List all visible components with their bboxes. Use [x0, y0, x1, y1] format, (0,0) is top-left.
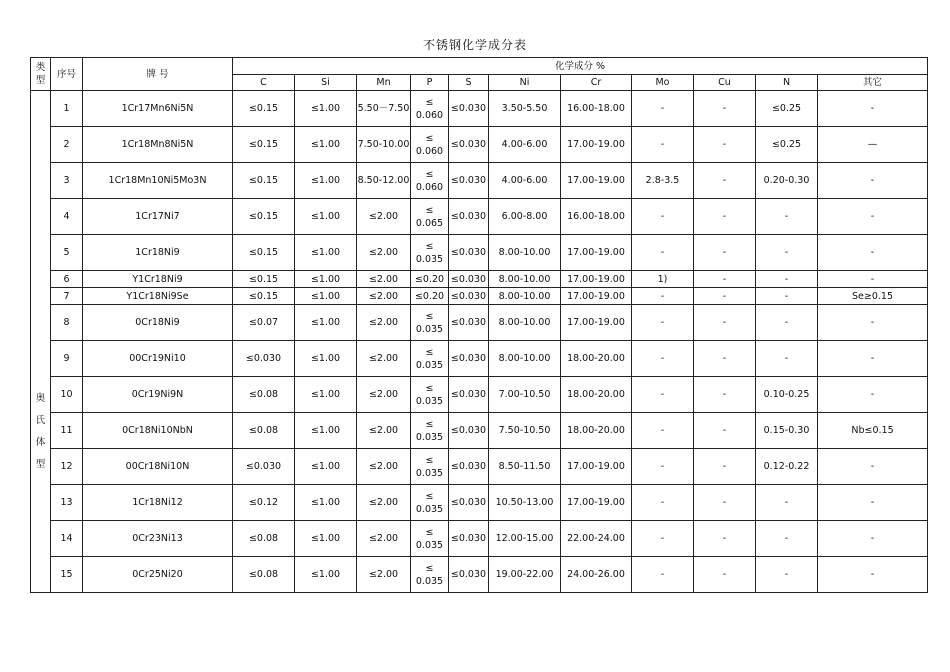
n-cell: -	[756, 235, 818, 271]
p-symbol: ≤	[425, 418, 434, 430]
cu-cell: -	[694, 271, 756, 288]
n-cell: -	[756, 485, 818, 521]
si-cell: ≤1.00	[295, 377, 357, 413]
si-cell: ≤1.00	[295, 413, 357, 449]
mn-cell: ≤2.00	[357, 235, 411, 271]
seq-cell: 3	[51, 163, 83, 199]
ni-cell: 7.00-10.50	[489, 377, 561, 413]
table-row	[31, 288, 928, 305]
table-row	[31, 271, 928, 288]
mn-cell: ≤2.00	[357, 305, 411, 341]
s-cell: ≤0.030	[449, 449, 489, 485]
cr-cell: 16.00-18.00	[561, 199, 632, 235]
cu-cell: -	[694, 413, 756, 449]
grade-cell: 0Cr18Ni10NbN	[83, 413, 233, 449]
table-row	[31, 485, 928, 521]
s-cell: ≤0.030	[449, 521, 489, 557]
cu-cell: -	[694, 557, 756, 593]
p-value: 0.035	[415, 323, 444, 335]
mn-cell: 7.50-10.00	[357, 127, 411, 163]
mo-cell: -	[632, 413, 694, 449]
p-symbol: ≤	[425, 562, 434, 574]
mn-cell: ≤2.00	[357, 449, 411, 485]
category-char: 体	[35, 436, 46, 448]
other-cell: -	[818, 91, 928, 127]
p-value: 0.035	[415, 575, 444, 587]
seq-cell: 9	[51, 341, 83, 377]
p-cell: ≤0.20	[411, 271, 449, 288]
element-header-1: Si	[295, 75, 357, 91]
p-symbol: ≤	[425, 382, 434, 394]
cr-cell: 24.00-26.00	[561, 557, 632, 593]
mn-cell: ≤2.00	[357, 271, 411, 288]
grade-cell: 1Cr17Ni7	[83, 199, 233, 235]
ni-cell: 8.50-11.50	[489, 449, 561, 485]
seq-header: 序号	[51, 58, 83, 91]
c-cell: ≤0.15	[233, 91, 295, 127]
c-cell: ≤0.15	[233, 127, 295, 163]
seq-cell: 13	[51, 485, 83, 521]
c-cell: ≤0.08	[233, 413, 295, 449]
n-cell: -	[756, 199, 818, 235]
p-cell	[411, 413, 449, 449]
p-value: 0.060	[415, 145, 444, 157]
n-cell: -	[756, 271, 818, 288]
s-cell: ≤0.030	[449, 341, 489, 377]
grade-cell: 1Cr18Mn10Ni5Mo3N	[83, 163, 233, 199]
seq-cell: 8	[51, 305, 83, 341]
si-cell: ≤1.00	[295, 521, 357, 557]
table-row	[31, 163, 928, 199]
element-header-3: P	[411, 75, 449, 91]
table-row	[31, 449, 928, 485]
composition-group-header: 化学成分 %	[233, 58, 928, 75]
cu-cell: -	[694, 127, 756, 163]
element-header-5: Ni	[489, 75, 561, 91]
grade-cell: 1Cr18Ni9	[83, 235, 233, 271]
other-cell: -	[818, 163, 928, 199]
n-cell: 0.15-0.30	[756, 413, 818, 449]
grade-header: 牌 号	[83, 58, 233, 91]
si-cell: ≤1.00	[295, 271, 357, 288]
grade-cell: 00Cr19Ni10	[83, 341, 233, 377]
cu-cell: -	[694, 199, 756, 235]
p-symbol: ≤	[425, 204, 434, 216]
si-cell: ≤1.00	[295, 557, 357, 593]
p-value: 0.035	[415, 467, 444, 479]
si-cell: ≤1.00	[295, 127, 357, 163]
p-value: 0.035	[415, 503, 444, 515]
ni-cell: 8.00-10.00	[489, 235, 561, 271]
mn-cell: ≤2.00	[357, 288, 411, 305]
other-cell: -	[818, 557, 928, 593]
si-cell: ≤1.00	[295, 305, 357, 341]
ni-cell: 6.00-8.00	[489, 199, 561, 235]
other-cell: —	[818, 127, 928, 163]
cu-cell: -	[694, 235, 756, 271]
s-cell: ≤0.030	[449, 127, 489, 163]
element-header-10: 其它	[818, 75, 928, 91]
element-header-6: Cr	[561, 75, 632, 91]
cu-cell: -	[694, 449, 756, 485]
other-cell: Nb≤0.15	[818, 413, 928, 449]
grade-cell: 1Cr17Mn6Ni5N	[83, 91, 233, 127]
ni-cell: 4.00-6.00	[489, 163, 561, 199]
cu-cell: -	[694, 485, 756, 521]
mo-cell: -	[632, 377, 694, 413]
ni-cell: 8.00-10.00	[489, 288, 561, 305]
s-cell: ≤0.030	[449, 235, 489, 271]
p-symbol: ≤	[425, 96, 434, 108]
p-symbol: ≤	[425, 526, 434, 538]
p-cell	[411, 521, 449, 557]
element-header-9: N	[756, 75, 818, 91]
element-header-8: Cu	[694, 75, 756, 91]
c-cell: ≤0.030	[233, 449, 295, 485]
cr-cell: 17.00-19.00	[561, 271, 632, 288]
ni-cell: 7.50-10.50	[489, 413, 561, 449]
table-row	[31, 305, 928, 341]
mn-cell: 8.50-12.00	[357, 163, 411, 199]
p-value: 0.035	[415, 539, 444, 551]
mn-cell: 5.50－7.50	[357, 91, 411, 127]
n-cell: -	[756, 305, 818, 341]
si-cell: ≤1.00	[295, 449, 357, 485]
s-cell: ≤0.030	[449, 413, 489, 449]
mo-cell: 1)	[632, 271, 694, 288]
category-char: 氏	[35, 414, 46, 426]
cr-cell: 18.00-20.00	[561, 377, 632, 413]
mn-cell: ≤2.00	[357, 341, 411, 377]
s-cell: ≤0.030	[449, 305, 489, 341]
table-row	[31, 341, 928, 377]
n-cell: 0.20-0.30	[756, 163, 818, 199]
mo-cell: -	[632, 199, 694, 235]
mo-cell: -	[632, 449, 694, 485]
s-cell: ≤0.030	[449, 485, 489, 521]
element-header-4: S	[449, 75, 489, 91]
table-row	[31, 413, 928, 449]
other-cell: -	[818, 271, 928, 288]
si-cell: ≤1.00	[295, 91, 357, 127]
cu-cell: -	[694, 288, 756, 305]
seq-cell: 15	[51, 557, 83, 593]
mo-cell: -	[632, 305, 694, 341]
si-cell: ≤1.00	[295, 341, 357, 377]
c-cell: ≤0.12	[233, 485, 295, 521]
type-header-top: 类	[35, 62, 46, 73]
c-cell: ≤0.15	[233, 163, 295, 199]
cr-cell: 17.00-19.00	[561, 485, 632, 521]
n-cell: -	[756, 341, 818, 377]
mo-cell: -	[632, 127, 694, 163]
other-cell: -	[818, 377, 928, 413]
ni-cell: 10.50-13.00	[489, 485, 561, 521]
seq-cell: 10	[51, 377, 83, 413]
cu-cell: -	[694, 377, 756, 413]
mn-cell: ≤2.00	[357, 557, 411, 593]
c-cell: ≤0.15	[233, 235, 295, 271]
cr-cell: 22.00-24.00	[561, 521, 632, 557]
si-cell: ≤1.00	[295, 199, 357, 235]
category-char: 型	[35, 458, 46, 470]
s-cell: ≤0.030	[449, 557, 489, 593]
p-value: 0.060	[415, 109, 444, 121]
n-cell: -	[756, 521, 818, 557]
header-row-1	[31, 58, 928, 75]
seq-cell: 14	[51, 521, 83, 557]
seq-cell: 1	[51, 91, 83, 127]
element-header-0: C	[233, 75, 295, 91]
p-cell	[411, 449, 449, 485]
p-value: 0.035	[415, 253, 444, 265]
si-cell: ≤1.00	[295, 288, 357, 305]
seq-cell: 6	[51, 271, 83, 288]
p-symbol: ≤	[425, 310, 434, 322]
grade-cell: 1Cr18Ni12	[83, 485, 233, 521]
p-cell	[411, 163, 449, 199]
ni-cell: 8.00-10.00	[489, 271, 561, 288]
other-cell: -	[818, 199, 928, 235]
p-cell	[411, 341, 449, 377]
grade-cell: 0Cr18Ni9	[83, 305, 233, 341]
cr-cell: 18.00-20.00	[561, 413, 632, 449]
table-row	[31, 521, 928, 557]
p-cell	[411, 485, 449, 521]
mo-cell: -	[632, 288, 694, 305]
cr-cell: 17.00-19.00	[561, 449, 632, 485]
element-header-2: Mn	[357, 75, 411, 91]
cu-cell: -	[694, 341, 756, 377]
other-cell: -	[818, 341, 928, 377]
other-cell: -	[818, 449, 928, 485]
c-cell: ≤0.030	[233, 341, 295, 377]
p-value: 0.060	[415, 181, 444, 193]
ni-cell: 4.00-6.00	[489, 127, 561, 163]
cu-cell: -	[694, 305, 756, 341]
s-cell: ≤0.030	[449, 163, 489, 199]
cr-cell: 16.00-18.00	[561, 91, 632, 127]
p-symbol: ≤	[425, 490, 434, 502]
p-cell	[411, 235, 449, 271]
category-cell	[31, 91, 51, 593]
n-cell: -	[756, 288, 818, 305]
mo-cell: -	[632, 91, 694, 127]
ni-cell: 3.50-5.50	[489, 91, 561, 127]
seq-cell: 11	[51, 413, 83, 449]
p-value: 0.035	[415, 395, 444, 407]
s-cell: ≤0.030	[449, 288, 489, 305]
p-cell: ≤0.20	[411, 288, 449, 305]
n-cell: -	[756, 557, 818, 593]
p-cell	[411, 91, 449, 127]
mo-cell: -	[632, 235, 694, 271]
p-symbol: ≤	[425, 240, 434, 252]
c-cell: ≤0.15	[233, 288, 295, 305]
table-row	[31, 235, 928, 271]
p-value: 0.065	[415, 217, 444, 229]
p-symbol: ≤	[425, 168, 434, 180]
p-symbol: ≤	[425, 346, 434, 358]
p-symbol: ≤	[425, 454, 434, 466]
p-symbol: ≤	[425, 132, 434, 144]
cr-cell: 17.00-19.00	[561, 235, 632, 271]
c-cell: ≤0.08	[233, 557, 295, 593]
n-cell: ≤0.25	[756, 91, 818, 127]
seq-cell: 12	[51, 449, 83, 485]
table-row	[31, 377, 928, 413]
p-cell	[411, 557, 449, 593]
cu-cell: -	[694, 91, 756, 127]
seq-cell: 4	[51, 199, 83, 235]
p-value: 0.035	[415, 359, 444, 371]
si-cell: ≤1.00	[295, 235, 357, 271]
n-cell: 0.12-0.22	[756, 449, 818, 485]
cr-cell: 18.00-20.00	[561, 341, 632, 377]
other-cell: -	[818, 235, 928, 271]
mo-cell: -	[632, 341, 694, 377]
s-cell: ≤0.030	[449, 199, 489, 235]
composition-table	[30, 57, 928, 593]
p-value: 0.035	[415, 431, 444, 443]
ni-cell: 12.00-15.00	[489, 521, 561, 557]
grade-cell: 0Cr19Ni9N	[83, 377, 233, 413]
p-cell	[411, 199, 449, 235]
c-cell: ≤0.15	[233, 199, 295, 235]
si-cell: ≤1.00	[295, 163, 357, 199]
document-title: 不锈钢化学成分表	[422, 38, 527, 52]
mo-cell: 2.8-3.5	[632, 163, 694, 199]
cr-cell: 17.00-19.00	[561, 163, 632, 199]
c-cell: ≤0.08	[233, 521, 295, 557]
element-header-7: Mo	[632, 75, 694, 91]
type-header-bottom: 型	[35, 75, 46, 86]
type-header	[31, 58, 51, 91]
grade-cell: Y1Cr18Ni9	[83, 271, 233, 288]
ni-cell: 8.00-10.00	[489, 305, 561, 341]
seq-cell: 7	[51, 288, 83, 305]
table-row	[31, 127, 928, 163]
cu-cell: -	[694, 521, 756, 557]
n-cell: ≤0.25	[756, 127, 818, 163]
mo-cell: -	[632, 485, 694, 521]
grade-cell: Y1Cr18Ni9Se	[83, 288, 233, 305]
cu-cell: -	[694, 163, 756, 199]
n-cell: 0.10-0.25	[756, 377, 818, 413]
si-cell: ≤1.00	[295, 485, 357, 521]
grade-cell: 00Cr18Ni10N	[83, 449, 233, 485]
ni-cell: 8.00-10.00	[489, 341, 561, 377]
mo-cell: -	[632, 521, 694, 557]
ni-cell: 19.00-22.00	[489, 557, 561, 593]
s-cell: ≤0.030	[449, 377, 489, 413]
seq-cell: 2	[51, 127, 83, 163]
grade-cell: 0Cr25Ni20	[83, 557, 233, 593]
c-cell: ≤0.15	[233, 271, 295, 288]
cr-cell: 17.00-19.00	[561, 127, 632, 163]
other-cell: Se≥0.15	[818, 288, 928, 305]
other-cell: -	[818, 305, 928, 341]
c-cell: ≤0.07	[233, 305, 295, 341]
p-cell	[411, 377, 449, 413]
other-cell: -	[818, 485, 928, 521]
mn-cell: ≤2.00	[357, 413, 411, 449]
table-body	[31, 91, 928, 593]
mn-cell: ≤2.00	[357, 377, 411, 413]
mn-cell: ≤2.00	[357, 521, 411, 557]
mn-cell: ≤2.00	[357, 485, 411, 521]
p-cell	[411, 305, 449, 341]
table-row	[31, 557, 928, 593]
mn-cell: ≤2.00	[357, 199, 411, 235]
table-row	[31, 199, 928, 235]
s-cell: ≤0.030	[449, 271, 489, 288]
category-char: 奥	[35, 392, 46, 404]
cr-cell: 17.00-19.00	[561, 305, 632, 341]
seq-cell: 5	[51, 235, 83, 271]
cr-cell: 17.00-19.00	[561, 288, 632, 305]
table-row	[31, 91, 928, 127]
mo-cell: -	[632, 557, 694, 593]
s-cell: ≤0.030	[449, 91, 489, 127]
c-cell: ≤0.08	[233, 377, 295, 413]
grade-cell: 1Cr18Mn8Ni5N	[83, 127, 233, 163]
grade-cell: 0Cr23Ni13	[83, 521, 233, 557]
p-cell	[411, 127, 449, 163]
other-cell: -	[818, 521, 928, 557]
